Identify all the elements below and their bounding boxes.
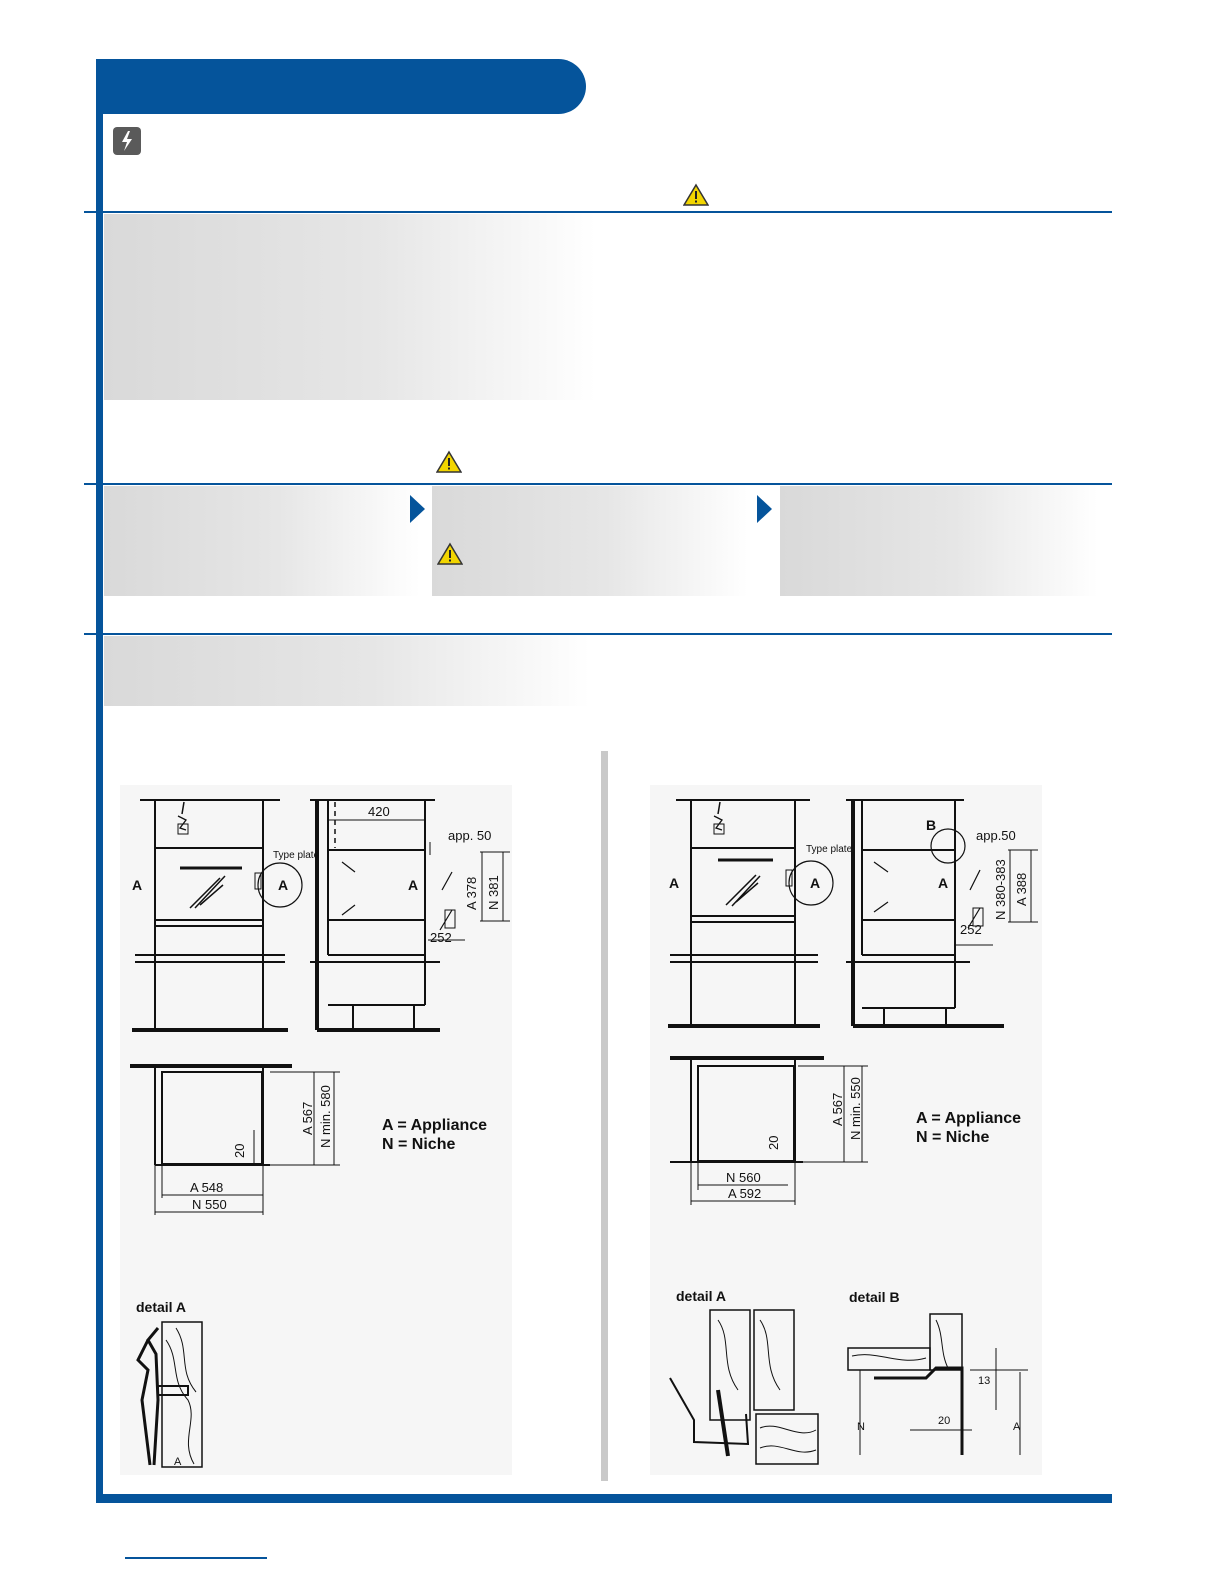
dim-label: N min. 580 — [318, 1085, 333, 1148]
dim-label: N 560 — [726, 1170, 761, 1185]
dim-label: 13 — [978, 1375, 991, 1387]
dim-label: A 567 — [300, 1101, 315, 1135]
marker-label: A — [810, 875, 821, 891]
detail-label: detail A — [676, 1288, 727, 1304]
left-margin-rule — [96, 110, 103, 1502]
warning-triangle-icon — [683, 183, 709, 207]
step-panel — [432, 486, 748, 596]
marker-label: A — [278, 877, 289, 893]
marker-label: A — [1013, 1421, 1021, 1433]
legend-niche: N = Niche — [382, 1136, 456, 1153]
type-plate-label: Type plate — [806, 844, 853, 855]
dim-label: 20 — [766, 1135, 781, 1150]
step-panel — [104, 486, 420, 596]
marker-label: B — [926, 817, 937, 833]
dim-label: A 388 — [1014, 872, 1029, 906]
dim-label: A 567 — [830, 1092, 845, 1126]
marker-label: A — [132, 877, 143, 893]
marker-label: A — [938, 875, 949, 891]
text-panel — [104, 636, 590, 706]
dim-label: 20 — [938, 1415, 951, 1427]
legend-appliance: A = Appliance — [916, 1110, 1022, 1127]
diagram-divider — [601, 751, 608, 1481]
legend-niche: N = Niche — [916, 1129, 990, 1146]
header-banner — [96, 59, 586, 114]
dim-label: A 592 — [728, 1186, 762, 1201]
installation-diagram-right — [648, 780, 1048, 1480]
dim-label: 420 — [368, 804, 390, 819]
step-panel — [780, 486, 1098, 596]
marker-label: A — [669, 875, 680, 891]
section-divider — [84, 633, 1112, 635]
warning-triangle-icon — [437, 542, 463, 566]
dim-label: N 380-383 — [993, 859, 1008, 920]
section-divider — [84, 211, 1112, 213]
dim-label: 20 — [232, 1143, 247, 1158]
marker-label: A — [408, 877, 419, 893]
dim-label: A 548 — [190, 1180, 224, 1195]
lightning-bolt-icon — [113, 127, 141, 155]
triangle-arrow-right-icon — [410, 495, 425, 523]
triangle-arrow-right-icon — [757, 495, 772, 523]
dim-label: app.50 — [976, 828, 1016, 843]
legend-appliance: A = Appliance — [382, 1117, 488, 1134]
dim-label: 252 — [430, 930, 452, 945]
dim-label: N 381 — [486, 875, 501, 910]
type-plate-label: Type plate — [273, 850, 320, 861]
dim-label: A 378 — [464, 876, 479, 910]
installation-diagram-left — [120, 780, 520, 1480]
dim-label: N 550 — [192, 1197, 227, 1212]
text-panel — [104, 214, 596, 400]
marker-label: N — [857, 1421, 865, 1433]
footer-line — [125, 1557, 267, 1559]
dim-label: app. 50 — [448, 828, 492, 843]
warning-triangle-icon — [436, 450, 462, 474]
bottom-rule — [96, 1494, 1112, 1503]
detail-label: detail B — [849, 1289, 900, 1305]
dim-label: N min. 550 — [848, 1077, 863, 1140]
marker-label: A — [174, 1456, 182, 1468]
section-divider — [84, 483, 1112, 485]
dim-label: 252 — [960, 922, 982, 937]
detail-label: detail A — [136, 1299, 187, 1315]
